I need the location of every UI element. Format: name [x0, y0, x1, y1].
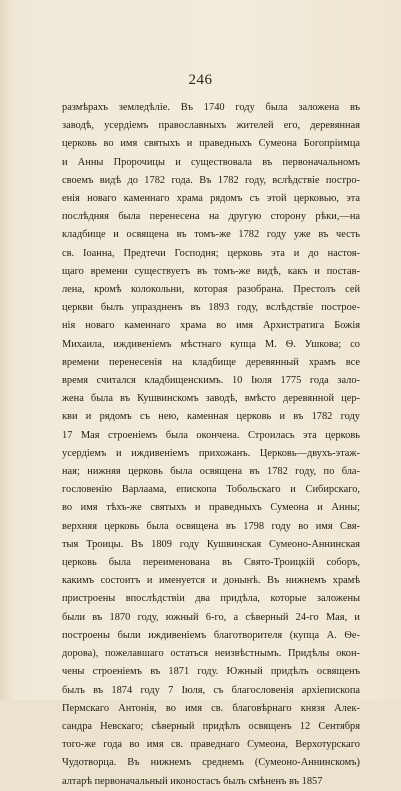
text-line: чены строеніемъ въ 1871 году. Южный придѣлъ освященъ — [62, 666, 360, 678]
text-line: лена, кромѣ колокольни, которая разобрана. Престолъ сей — [62, 284, 360, 296]
text-line: сандра Невскаго; сѣверный придѣлъ освященъ 12 Сентября — [62, 720, 360, 732]
text-line: времени перенесенія на кладбище деревянный храмъ все — [62, 356, 360, 368]
text-line: жена была въ Кушвинскомъ заводѣ, вмѣсто деревянной цер- — [62, 393, 360, 405]
text-line: 17 Мая строеніемъ была окончена. Строилась эта церковь — [62, 429, 360, 441]
text-line: Пермскаго Антонія, во имя св. благовѣрнаго князя Алек- — [62, 702, 360, 714]
text-line: заводѣ, усердіемъ православныхъ жителей его, деревянная — [62, 120, 360, 132]
text-line: Михаила, иждивеніемъ мѣстнаго купца М. Ѳ. Ушкова; со — [62, 338, 360, 350]
text-line: церковь во имя святыхъ и праведныхъ Сумеона Богопріимца — [62, 138, 360, 150]
text-line: нія новаго каменнаго храма во имя Архистратига Божія — [62, 320, 360, 332]
text-line: размѣрахъ земледѣліе. Въ 1740 году была заложена въ — [62, 102, 360, 113]
text-line: былъ въ 1874 году 7 Іюля, съ благословенія архіепископа — [62, 684, 360, 696]
page-number: 246 — [188, 72, 213, 88]
text-line: того-же года во имя св. праведнаго Сумеона, Верхотурскаго — [62, 739, 360, 751]
text-line: ная; нижняя церковь была освящена въ 1782 году, по бла- — [62, 466, 360, 478]
text-line: во имя тѣхъ-же святыхъ и праведныхъ Сумеона и Анны; — [62, 502, 360, 514]
text-line: были въ 1870 году, южный 6-го, а сѣверный 24-го Мая, и — [62, 611, 360, 623]
text-line: Чудотворца. Въ нижнемъ среднемъ (Сумеоно-Аннинскомъ) — [62, 757, 360, 769]
text-line: время считался кладбищенскимъ. 10 Іюля 1775 года зало- — [62, 375, 360, 387]
text-line: верхняя церковь была освящена въ 1798 году во имя Свя- — [62, 520, 360, 532]
text-line: своемъ видѣ до 1782 года. Въ 1782 году, вслѣдствіе постро- — [62, 174, 360, 186]
text-line: кладбище и освящена въ томъ-же 1782 году уже въ честь — [62, 229, 360, 241]
text-line: енія новаго каменнаго храма рядомъ съ этой церковью, эта — [62, 193, 360, 205]
text-line: построены были иждивеніемъ благотворителя (купца А. Ѳе- — [62, 629, 360, 641]
text-line: усердіемъ и иждивеніемъ прихожанъ. Церковь—двухъ-этаж- — [62, 447, 360, 459]
text-line: церковь была переименована въ Свято-Троицкій соборъ, — [62, 557, 360, 569]
text-line: пристроены впослѣдствіи два придѣла, которые заложены — [62, 593, 360, 605]
text-line: и Анны Пророчицы и существовала въ первоначальномъ — [62, 156, 360, 168]
text-line: алтарѣ первоначальный иконостасъ былъ смѣненъ въ 1857 — [62, 775, 323, 787]
text-line: какимъ состоитъ и именуется и донынѣ. Въ нижнемъ храмѣ — [62, 575, 360, 587]
text-line: тыя Троицы. Въ 1809 году Кушвинская Сумеоно-Аннинская — [62, 538, 360, 550]
text-line: св. Іоанна, Предтечи Господня; церковь эта и до настоя- — [62, 247, 360, 259]
text-line: послѣдняя была перенесена на другую сторону рѣки,—на — [62, 211, 360, 223]
text-line: кви и рядомъ съ нею, каменная церковь и въ 1782 году — [62, 411, 360, 423]
body-text — [62, 99, 360, 791]
text-line: щаго времени существуетъ въ томъ-же видѣ, какъ и постав- — [62, 265, 360, 277]
text-line: гословенію Варлаама, епископа Тобольскаго и Сибирскаго, — [62, 484, 360, 496]
text-line: церкви былъ упраздненъ въ 1893 году, вслѣдствіе построе- — [62, 302, 360, 314]
text-line: дорова), пожелавшаго остаться неизвѣстнымъ. Придѣлы окон- — [62, 648, 360, 660]
